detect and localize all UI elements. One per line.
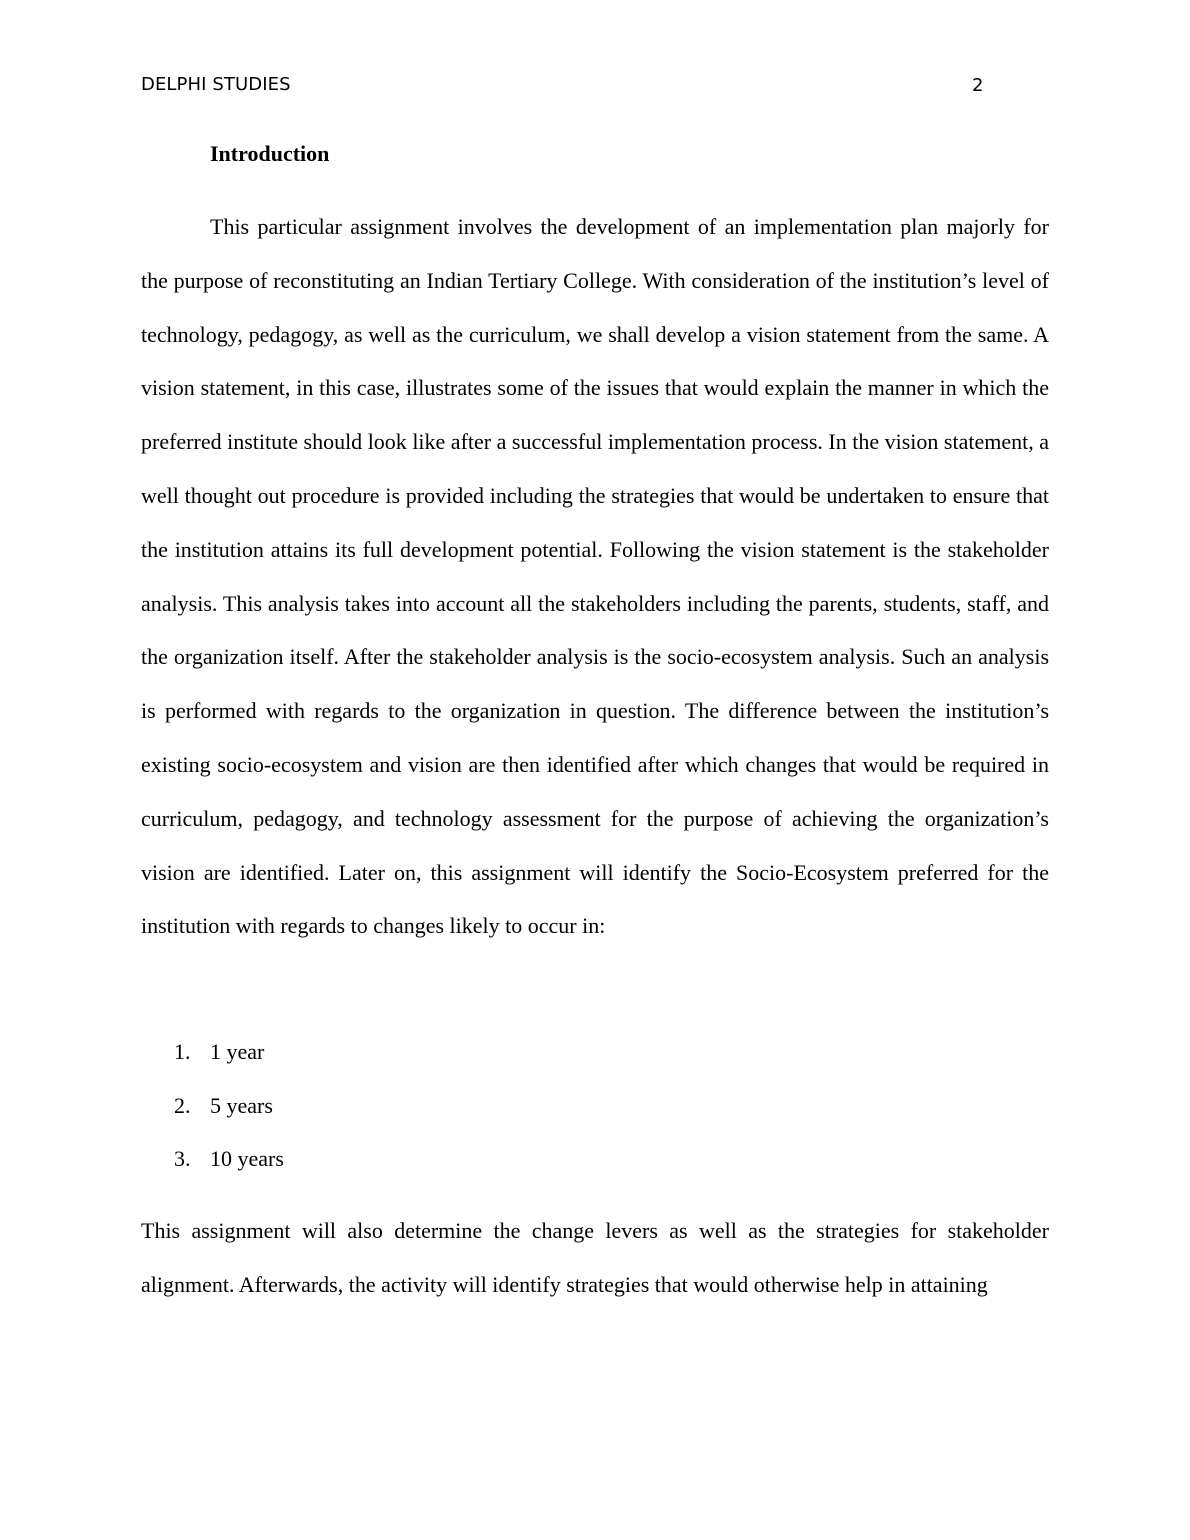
intro-paragraph [141, 200, 1049, 953]
list-text: 10 years [210, 1146, 284, 1171]
list-item [141, 1025, 284, 1079]
page-number: 2 [972, 75, 984, 96]
section-heading: Introduction [210, 141, 330, 166]
running-head: DELPHI STUDIES [141, 74, 291, 95]
paragraph-text: This assignment will also determine the change levers as well as the strategies for stakeholder alignment. Afterwards, the activity will identify strategies that would otherwise help in attaining [141, 1218, 1049, 1297]
list-item [141, 1079, 284, 1133]
timeframe-list [141, 1025, 284, 1186]
paragraph-text: This particular assignment involves the development of an implementation plan majorly for the purpose of reconstituting an Indian Tertiary College. With consideration of the institution’s level of technology, pedagogy, as well as the curriculum, we shall develop a vision statement from the same. A vision statement, in this case, illustrates some of the issues that would explain the manner in which the preferred institute should look like after a successful implementation process. In the vision statement, a well thought out procedure is provided including the strategies that would be undertaken to ensure that the institution attains its full development potential. Following the vision statement is the stakeholder analysis. This analysis takes into account all the stakeholders including the parents, students, staff, and the organization itself. After the stakeholder analysis is the socio-ecosystem analysis. Such an analysis is performed with regards to the organization in question. The difference between the institution’s existing socio-ecosystem and vision are then identified after which changes that would be required in curriculum, pedagogy, and technology assessment for the purpose of achieving the organization’s vision are identified. Later on, this assignment will identify the Socio-Ecosystem preferred for the institution with regards to changes likely to occur in: [141, 214, 1049, 939]
list-text: 5 years [210, 1092, 273, 1118]
list-number: 2. [174, 1092, 191, 1118]
list-text: 1 year [210, 1039, 265, 1064]
list-number: 1. [174, 1039, 191, 1064]
followup-paragraph [141, 1204, 1049, 1312]
list-number: 3. [174, 1146, 191, 1171]
list-item [141, 1132, 284, 1186]
